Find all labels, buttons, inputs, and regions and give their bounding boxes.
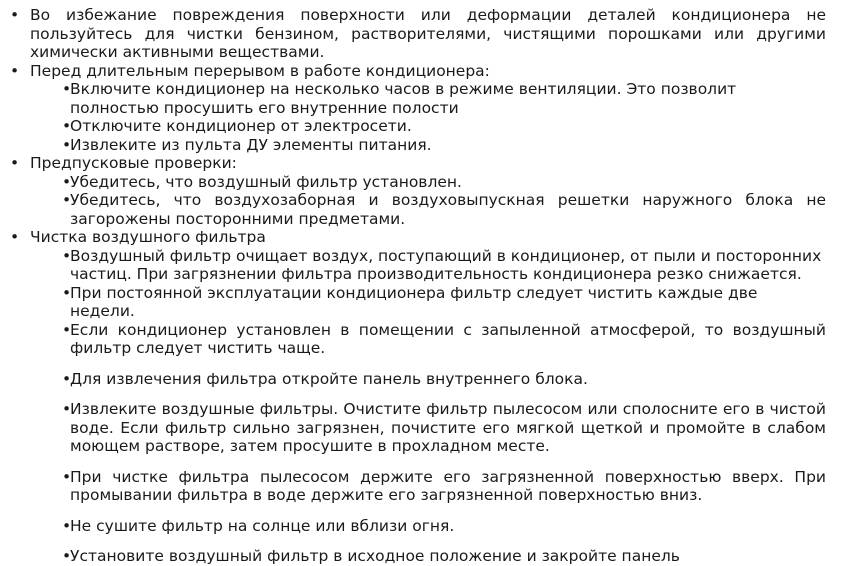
sub-bullet: •: [62, 80, 72, 98]
filter-item-text: Воздушный фильтр очищает воздух, поступающий в кондиционер, от пыли и посторонних частиц. При загрязнении фильтра производительность кондиционера резко снижается.: [70, 246, 822, 283]
filter-item-text: При чистке фильтра пылесосом держите его загрязненной поверхностью вверх. При промывании фильтра в воде держите его загрязненной поверхностью вниз.: [70, 467, 826, 504]
bullet: •: [10, 6, 20, 24]
sub-bullet: •: [62, 117, 72, 135]
filter-item-4: [6, 370, 826, 389]
storage-heading-text: Перед длительным перерывом в работе кондиционера:: [30, 61, 490, 80]
sub-bullet: •: [62, 516, 72, 535]
filter-item-text: Если кондиционер установлен в помещении с запыленной атмосферой, то воздушный фильтр следует чистить чаще.: [70, 320, 826, 357]
filter-item-text: Извлеките воздушные фильтры. Очистите фильтр пылесосом или сполосните его в чистой воде. Если фильтр сильно загрязнен, почистите его мягкой щеткой и промойте в слабом моющем растворе, затем просушите в прохладном месте.: [70, 400, 826, 455]
storage-heading: [6, 62, 826, 81]
sub-bullet: •: [62, 246, 72, 265]
filter-item-3: [6, 321, 826, 358]
prestart-item-1: [6, 173, 826, 192]
sub-bullet: •: [62, 369, 72, 388]
filter-item-text: Не сушите фильтр на солнце или вблизи огня.: [70, 516, 455, 535]
filter-item-1: [6, 247, 826, 284]
bullet: •: [10, 228, 20, 246]
prestart-item-text: Убедитесь, что воздушный фильтр установлен.: [70, 172, 462, 191]
sub-bullet: •: [62, 400, 72, 418]
filter-heading-text: Чистка воздушного фильтра: [30, 228, 266, 246]
filter-heading: [6, 228, 826, 247]
sub-bullet: •: [62, 547, 72, 565]
sub-bullet: •: [62, 135, 72, 154]
sub-bullet: •: [62, 320, 72, 339]
filter-item-text: Установите воздушный фильтр в исходное положение и закройте панель: [70, 547, 680, 565]
bullet: •: [10, 154, 20, 172]
filter-item-text: При постоянной эксплуатации кондиционера фильтр следует чистить каждые две недели.: [70, 283, 758, 320]
storage-item-2: [6, 117, 826, 136]
sub-bullet: •: [62, 191, 72, 209]
prestart-heading-text: Предпусковые проверки:: [30, 154, 237, 172]
filter-item-5: [6, 400, 826, 456]
sub-bullet: •: [62, 467, 72, 486]
intro-text: Во избежание повреждения поверхности или деформации деталей кондиционера не пользуйтесь для чистки бензином, растворителями, чистящими порошками или другими химически активными веществами.: [30, 6, 826, 61]
filter-item-6: [6, 468, 826, 505]
prestart-item-2: [6, 191, 826, 228]
storage-item-3: [6, 136, 826, 155]
storage-item-text: Извлеките из пульта ДУ элементы питания.: [70, 135, 432, 154]
storage-item-text: Отключите кондиционер от электросети.: [70, 117, 412, 135]
prestart-item-text: Убедитесь, что воздухозаборная и воздуховыпускная решетки наружного блока не загорожены посторонними предметами.: [70, 191, 826, 228]
sub-bullet: •: [62, 172, 72, 191]
filter-item-2: [6, 284, 826, 321]
filter-item-7: [6, 517, 826, 536]
intro-warning: [6, 6, 826, 62]
filter-item-8: [6, 547, 826, 566]
filter-item-text: Для извлечения фильтра откройте панель внутреннего блока.: [70, 369, 588, 388]
sub-bullet: •: [62, 283, 72, 302]
storage-item-text: Включите кондиционер на несколько часов в режиме вентиляции. Это позволит полностью просушить его внутренние полости: [70, 80, 737, 117]
prestart-heading: [6, 154, 826, 173]
bullet: •: [10, 61, 20, 80]
storage-item-1: [6, 80, 826, 117]
